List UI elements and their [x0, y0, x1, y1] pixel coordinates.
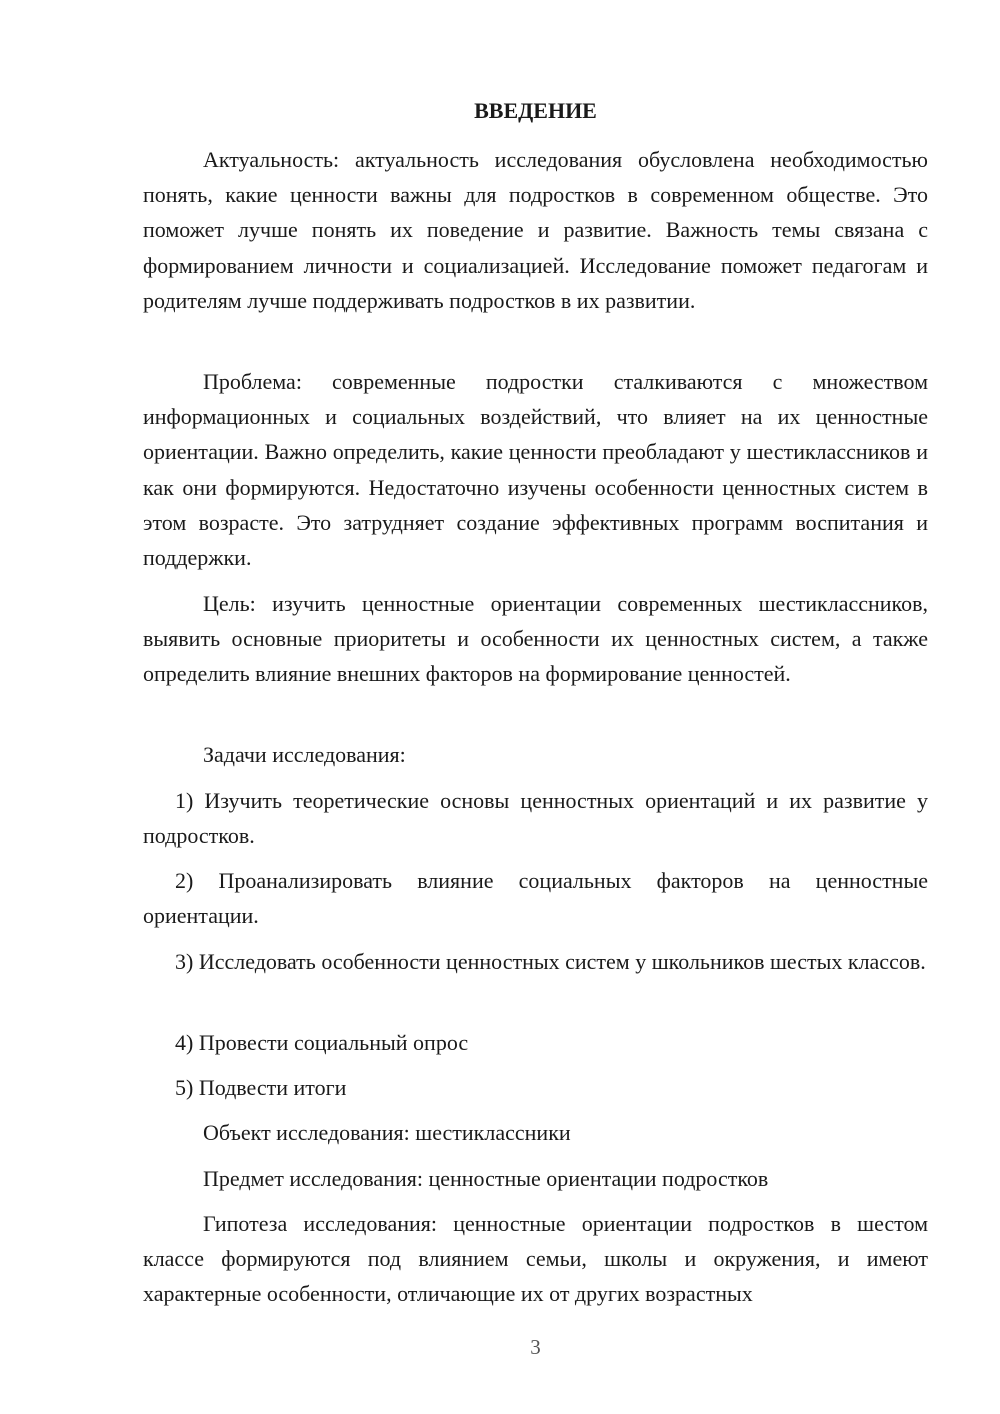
goal-paragraph: Цель: изучить ценностные ориентации современных шестиклассников, выявить основные приоритеты и особенности их ценностных систем, а также определить влияние внешних факторов на формирование ценностей. — [143, 591, 928, 687]
document-page — [143, 0, 928, 1414]
tasks-heading: Задачи исследования: — [203, 742, 406, 767]
page-number: 3 — [530, 1335, 541, 1359]
relevance-paragraph: Актуальность: актуальность исследования обусловлена необходимостью понять, какие ценности важны для подростков в современном обществе. Это поможет лучше понять их поведение и развитие. Важность темы связана с формированием личности и социализацией. Исследование поможет педагогам и родителям лучше поддерживать подростков в их развитии. — [143, 147, 928, 313]
task-item-3: 3) Исследовать особенности ценностных систем у школьников шестых классов. — [175, 949, 926, 974]
page-title: ВВЕДЕНИЕ — [474, 98, 597, 123]
task-item-1: 1) Изучить теоретические основы ценностных ориентаций и их развитие у подростков. — [143, 788, 928, 849]
task-item-5: 5) Подвести итоги — [175, 1075, 347, 1100]
task-item-4: 4) Провести социальный опрос — [175, 1030, 469, 1055]
hypothesis-paragraph: Гипотеза исследования: ценностные ориентации подростков в шестом классе формируются под влиянием семьи, школы и окружения, и имеют характерные особенности, отличающие их от других возрастных — [143, 1211, 928, 1307]
object-paragraph: Объект исследования: шестиклассники — [203, 1120, 571, 1145]
subject-paragraph: Предмет исследования: ценностные ориентации подростков — [203, 1166, 769, 1191]
problem-paragraph: Проблема: современные подростки сталкиваются с множеством информационных и социальных воздействий, что влияет на их ценностные ориентации. Важно определить, какие ценности преобладают у шестиклассников и как они формируются. Недостаточно изучены особенности ценностных систем в этом возрасте. Это затрудняет создание эффективных программ воспитания и поддержки. — [143, 369, 928, 571]
task-item-2: 2) Проанализировать влияние социальных факторов на ценностные ориентации. — [143, 868, 928, 929]
